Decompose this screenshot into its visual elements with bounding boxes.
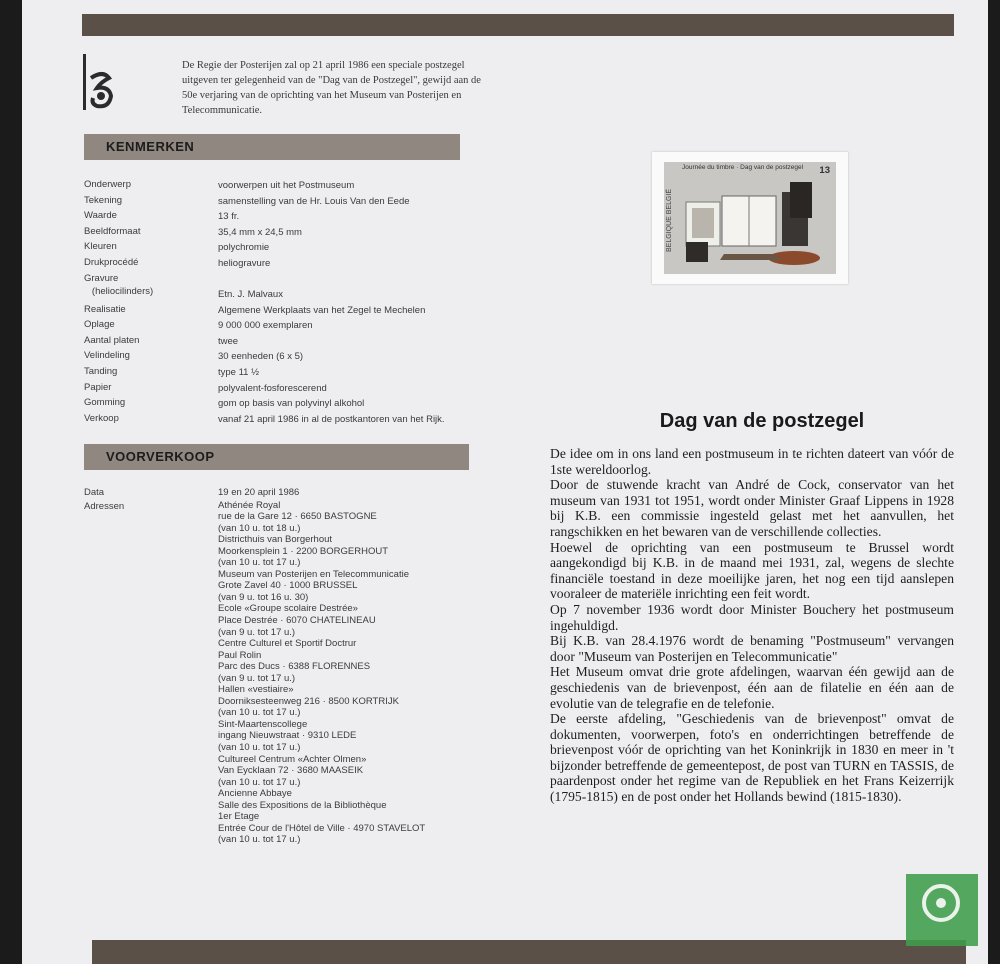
address-line: Place Destrée · 6070 CHATELINEAU xyxy=(218,614,376,626)
bottom-decorative-bar xyxy=(92,940,966,964)
spec-row xyxy=(84,318,484,334)
spec-row xyxy=(84,256,484,272)
address-line: Sint-Maartenscollege xyxy=(218,718,308,730)
spec-label: Papier xyxy=(84,381,112,393)
presale-date-value: 19 en 20 april 1986 xyxy=(218,487,300,498)
address-line: (van 10 u. tot 18 u.) xyxy=(218,522,301,534)
spec-value: 30 eenheden (6 x 5) xyxy=(218,351,304,363)
spec-value: type 11 ½ xyxy=(218,366,260,378)
address-line: (van 9 u. tot 17 u.) xyxy=(218,626,296,638)
address-block xyxy=(218,684,425,719)
watermark-logo-icon xyxy=(906,874,978,946)
spec-value: 13 fr. xyxy=(218,211,240,223)
spec-row xyxy=(84,303,484,319)
stamp-caption: Journée du timbre · Dag van de postzegel xyxy=(682,164,804,171)
address-line: Centre Culturel et Sportif Doctrur xyxy=(218,638,357,650)
spec-label: Velindeling xyxy=(84,350,130,362)
address-line: Cultureel Centrum «Achter Olmen» xyxy=(218,753,367,765)
postal-logo-icon xyxy=(79,52,121,114)
spec-value: heliogravure xyxy=(218,257,271,269)
spec-row xyxy=(84,365,484,381)
stamp-image xyxy=(652,152,848,284)
address-line: Museum van Posterijen en Telecommunicatie xyxy=(218,568,409,580)
spec-row xyxy=(84,240,484,256)
spec-row xyxy=(84,225,484,241)
address-line: Moorkensplein 1 · 2200 BORGERHOUT xyxy=(218,545,389,557)
spec-value: polychromie xyxy=(218,242,270,254)
spec-value: vanaf 21 april 1986 in al de postkantoren van het Rijk. xyxy=(218,413,445,425)
address-line: (van 10 u. tot 17 u.) xyxy=(218,741,301,753)
address-line: Ancienne Abbaye xyxy=(218,788,292,800)
address-line: (van 10 u. tot 17 u.) xyxy=(218,557,301,569)
spec-label: Kleuren xyxy=(84,241,117,253)
article-paragraph: Door de stuwende kracht van André de Cock, conservator van het museum van 1931 tot 1951, wordt onder Minister Graaf Lippens in 1928 bij K.B. een commissie ingesteld gelast met het aanvullen, het rangschikken en het bewaren van de verschillende collecties. xyxy=(550,477,954,539)
article-paragraph: De eerste afdeling, "Geschiedenis van de brievenpost" omvat de dokumenten, voorwerpen, foto's en onderrichtingen betreffende de brievenpost vóór de oprichting van het Koninkrijk in 1830 en meer in 't bijzonder betreffende de gemeentepost, de post van TURN en TASSIS, de paardenpost onder het regime van de Republiek en het Frans Keizerrijk (1795-1815) en de post onder het Hollands bewind (1815-1830). xyxy=(550,711,954,805)
leaflet-page xyxy=(22,0,988,964)
article-paragraph: Op 7 november 1936 wordt door Minister Bouchery het postmuseum ingehuldigd. xyxy=(550,601,954,633)
watermark-dot xyxy=(936,898,946,908)
spec-label: Tanding xyxy=(84,365,118,377)
spec-row xyxy=(84,209,484,225)
article-paragraph: Het Museum omvat drie grote afdelingen, waarvan één gewijd aan de geschiedenis van de brievenpost, één aan de filatelie en één aan de evolutie van de telegrafie en de telefonie. xyxy=(550,664,954,711)
spec-row xyxy=(84,272,484,303)
address-line: (van 10 u. tot 17 u.) xyxy=(218,834,301,846)
address-line: Salle des Expositions de la Bibliothèque xyxy=(218,799,387,811)
address-line: rue de la Gare 12 · 6650 BASTOGNE xyxy=(218,511,377,523)
address-line: Grote Zavel 40 · 1000 BRUSSEL xyxy=(218,580,358,592)
spec-row xyxy=(84,194,484,210)
address-line: ingang Nieuwstraat · 9310 LEDE xyxy=(218,730,357,742)
address-line: Districthuis van Borgerhout xyxy=(218,534,333,546)
address-block xyxy=(218,638,425,684)
address-line: Athénée Royal xyxy=(218,499,281,511)
address-line: Doorniksesteenweg 216 · 8500 KORTRIJK xyxy=(218,695,399,707)
address-line: Ecole «Groupe scolaire Destrée» xyxy=(218,603,358,615)
presale-date-row xyxy=(84,486,484,500)
spec-label: Verkoop xyxy=(84,412,119,424)
spec-label: Drukprocédé xyxy=(84,256,139,268)
address-line: (van 10 u. tot 17 u.) xyxy=(218,776,301,788)
address-block xyxy=(218,569,425,604)
address-block xyxy=(218,754,425,789)
spec-value: Etn. J. Malvaux xyxy=(218,288,283,300)
spec-label: Realisatie xyxy=(84,303,126,315)
kenmerken-heading: KENMERKEN xyxy=(84,134,460,160)
spec-label: Beeldformaat xyxy=(84,225,141,237)
article-body xyxy=(550,446,954,805)
article-paragraph: De idee om in ons land een postmuseum in te richten dateert van vóór de 1ste wereldoorlog. xyxy=(550,446,954,477)
address-block xyxy=(218,719,425,754)
address-line: Paul Rolin xyxy=(218,649,262,661)
kenmerken-list xyxy=(84,178,484,427)
spec-row xyxy=(84,349,484,365)
address-line: 1er Etage xyxy=(218,811,260,823)
spec-label: Onderwerp xyxy=(84,179,131,190)
intro-text: De Regie der Posterijen zal op 21 april 1986 een speciale postzegel uitgeven ter gelegenheid van de "Dag van de Postzegel", gewijd aan de 50e verjaring van de oprichting van het Museum van Posterijen en Telecommunicatie. xyxy=(182,60,481,116)
voorverkoop-heading: VOORVERKOOP xyxy=(84,444,469,470)
address-list xyxy=(218,500,425,846)
stamp-artwork xyxy=(664,162,836,274)
voorverkoop-list xyxy=(84,486,484,846)
presale-addresses-label: Adressen xyxy=(84,500,125,512)
spec-value: Algemene Werkplaats van het Zegel te Mechelen xyxy=(218,304,426,316)
spec-label: Tekening xyxy=(84,194,123,206)
spec-row xyxy=(84,396,484,412)
spec-row xyxy=(84,178,484,194)
address-line: Parc des Ducs · 6388 FLORENNES xyxy=(218,661,371,673)
article-paragraph: Bij K.B. van 28.4.1976 wordt de benaming "Postmuseum" vervangen door "Museum van Posterijen en Telecommunicatie" xyxy=(550,633,954,664)
spec-value: 35,4 mm x 24,5 mm xyxy=(218,226,302,238)
spec-value: twee xyxy=(218,335,239,347)
spec-value: samenstelling van de Hr. Louis Van den Eede xyxy=(218,195,410,207)
stamp-objects-icon xyxy=(664,162,836,274)
address-line: Van Eycklaan 72 · 3680 MAASEIK xyxy=(218,765,364,777)
presale-date-label: Data xyxy=(84,487,105,498)
spec-row xyxy=(84,412,484,428)
address-line: (van 9 u. tot 16 u. 30) xyxy=(218,591,309,603)
spec-value: voorwerpen uit het Postmuseum xyxy=(218,180,355,191)
spec-row xyxy=(84,334,484,350)
article-title: Dag van de postzegel xyxy=(659,410,865,432)
presale-addresses-row xyxy=(84,500,484,846)
address-block xyxy=(218,788,425,846)
spec-row xyxy=(84,381,484,397)
address-block xyxy=(218,500,425,535)
article-paragraph: Hoewel de oprichting van een postmuseum te Brussel wordt aangekondigd bij K.B. in de maand mei 1931, zal, wegens de slechte financiële toestand in deze moeilijke jaren, het nog een tijd aanslepen vooraleer de materiële inrichting een feit wordt. xyxy=(550,539,954,602)
address-line: (van 9 u. tot 17 u.) xyxy=(218,672,296,684)
address-block xyxy=(218,603,425,638)
address-line: Entrée Cour de l'Hôtel de Ville · 4970 STAVELOT xyxy=(218,822,426,834)
spec-label: Gravure (heliocilinders) xyxy=(84,272,154,297)
address-block xyxy=(218,534,425,569)
spec-value: gom op basis van polyvinyl alkohol xyxy=(218,398,365,410)
top-decorative-bar xyxy=(82,14,954,36)
spec-value: polyvalent-fosforescerend xyxy=(218,382,327,394)
stamp-country: BELGIQUE BELGIË xyxy=(666,188,673,252)
spec-label: Gomming xyxy=(84,397,126,409)
spec-label: Waarde xyxy=(84,210,117,222)
spec-label: Aantal platen xyxy=(84,334,140,346)
address-line: Hallen «vestiaire» xyxy=(218,684,294,696)
address-line: (van 10 u. tot 17 u.) xyxy=(218,707,301,719)
spec-value: 9 000 000 exemplaren xyxy=(218,320,313,332)
spec-label: Oplage xyxy=(84,319,115,331)
stamp-value: 13 xyxy=(819,165,830,176)
